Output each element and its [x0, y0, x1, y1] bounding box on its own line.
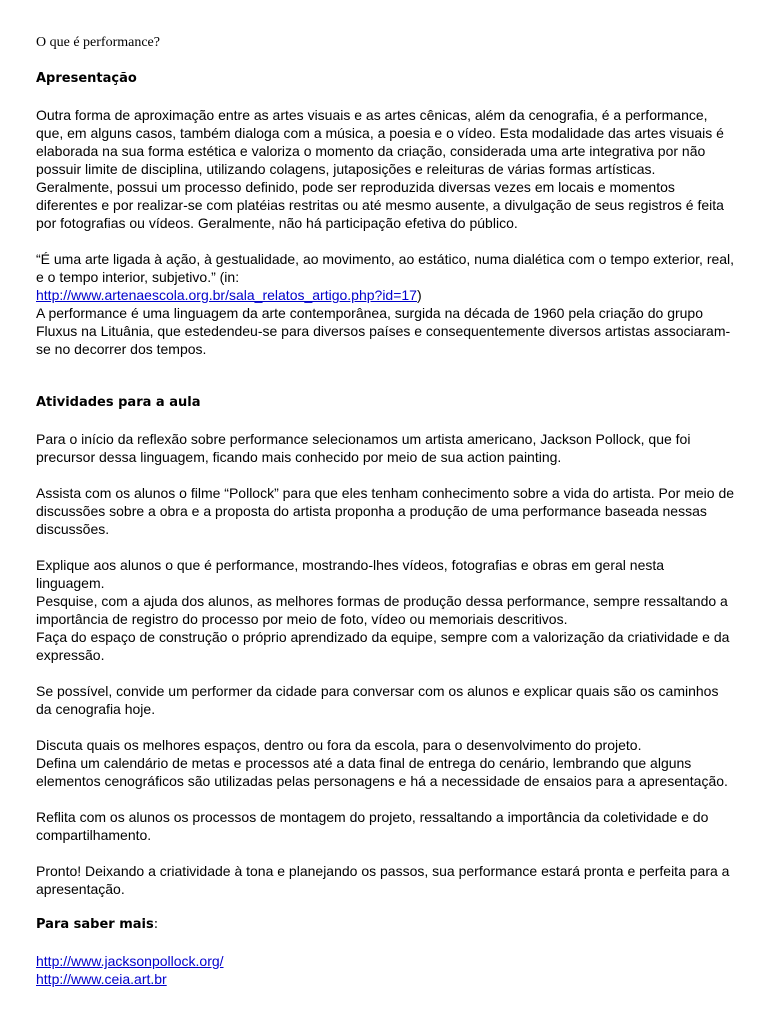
document-title: O que é performance? [36, 35, 160, 50]
atividades-paragraph-4: Se possível, convide um performer da cidade para conversar com os alunos e explicar quais são os caminhos da cenografia hoje. [36, 683, 719, 717]
link-jacksonpollock[interactable]: http://www.jacksonpollock.org/ [36, 953, 224, 969]
quote-text: “É uma arte ligada à ação, à gestualidade, ao movimento, ao estático, numa dialética com o tempo exterior, real, e o tempo interior, subjetivo.” (in: [36, 251, 735, 285]
heading-atividades: Atividades para a aula [36, 395, 201, 410]
saber-mais-title: Para saber mais [36, 917, 154, 932]
spacer [36, 376, 736, 394]
apresentacao-paragraph-2: A performance é uma linguagem da arte contemporânea, surgida na década de 1960 pela criação do grupo Fluxus na Lituânia, que estedendeu-se para diversos países e consequentemente diversos artistas associaram-se no decorrer dos tempos. [36, 305, 731, 357]
atividades-paragraph-3c: Faça do espaço de construção o próprio aprendizado da equipe, sempre com a valorização da criatividade e da expressão. [36, 629, 730, 663]
apresentacao-paragraph-1: Outra forma de aproximação entre as artes visuais e as artes cênicas, além da cenografia, é a performance, que, em alguns casos, também dialoga com a música, a poesia e o vídeo. Esta modalidade das artes visuais é elaborada na sua forma estética e valoriza o momento da criação, considerada uma arte integrativa por não possuir limite de disciplina, utilizando colagens, jutaposições e releituras de várias formas artísticas. Geralmente, possui um processo definido, pode ser reproduzida diversas vezes em locais e momentos diferentes e por realizar-se com platéias restritas ou até mesmo ausente, a divulgação de seus registros é feita por fotografias ou vídeos. Geralmente, não há participação efetiva do público. [36, 107, 724, 231]
atividades-paragraph-3a: Explique aos alunos o que é performance, mostrando-lhes vídeos, fotografias e obras em geral nesta linguagem. [36, 557, 665, 591]
atividades-paragraph-6: Reflita com os alunos os processos de montagem do projeto, ressaltando a importância da coletividade e do compartilhamento. [36, 809, 709, 843]
quote-close-paren: ) [416, 287, 422, 303]
heading-saber-mais [36, 916, 736, 934]
document-page [36, 34, 736, 988]
saber-mais-colon: : [153, 917, 159, 932]
atividades-paragraph-1: Para o início da reflexão sobre performance selecionamos um artista americano, Jackson Pollock, que foi precursor dessa linguagem, ficando mais conhecido por meio de sua action painting. [36, 431, 691, 465]
atividades-paragraph-2: Assista com os alunos o filme “Pollock” para que eles tenham conhecimento sobre a vida do artista. Por meio de discussões sobre a obra e a proposta do artista proponha a produção de uma performance baseada nessas discussões. [36, 485, 735, 537]
atividades-paragraph-5a: Discuta quais os melhores espaços, dentro ou fora da escola, para o desenvolvimento do projeto. [36, 737, 642, 753]
apresentacao-quote [36, 250, 736, 304]
link-ceia[interactable]: http://www.ceia.art.br [36, 971, 167, 987]
quote-source-link[interactable]: http://www.artenaescola.org.br/sala_relatos_artigo.php?id=17 [36, 287, 417, 303]
atividades-paragraph-5b: Defina um calendário de metas e processos até a data final de entrega do cenário, lembrando que alguns elementos cenográficos são utilizadas pelas personagens e há a necessidade de ensaios para a apresentação. [36, 755, 728, 789]
heading-apresentacao: Apresentação [36, 71, 137, 86]
atividades-paragraph-3b: Pesquise, com a ajuda dos alunos, as melhores formas de produção dessa performance, sempre ressaltando a importância de registro do processo por meio de foto, vídeo ou memoriais descritivos. [36, 593, 728, 627]
saber-mais-links [36, 952, 736, 988]
atividades-paragraph-7: Pronto! Deixando a criatividade à tona e planejando os passos, sua performance estará pronta e perfeita para a apresentação. [36, 863, 730, 897]
